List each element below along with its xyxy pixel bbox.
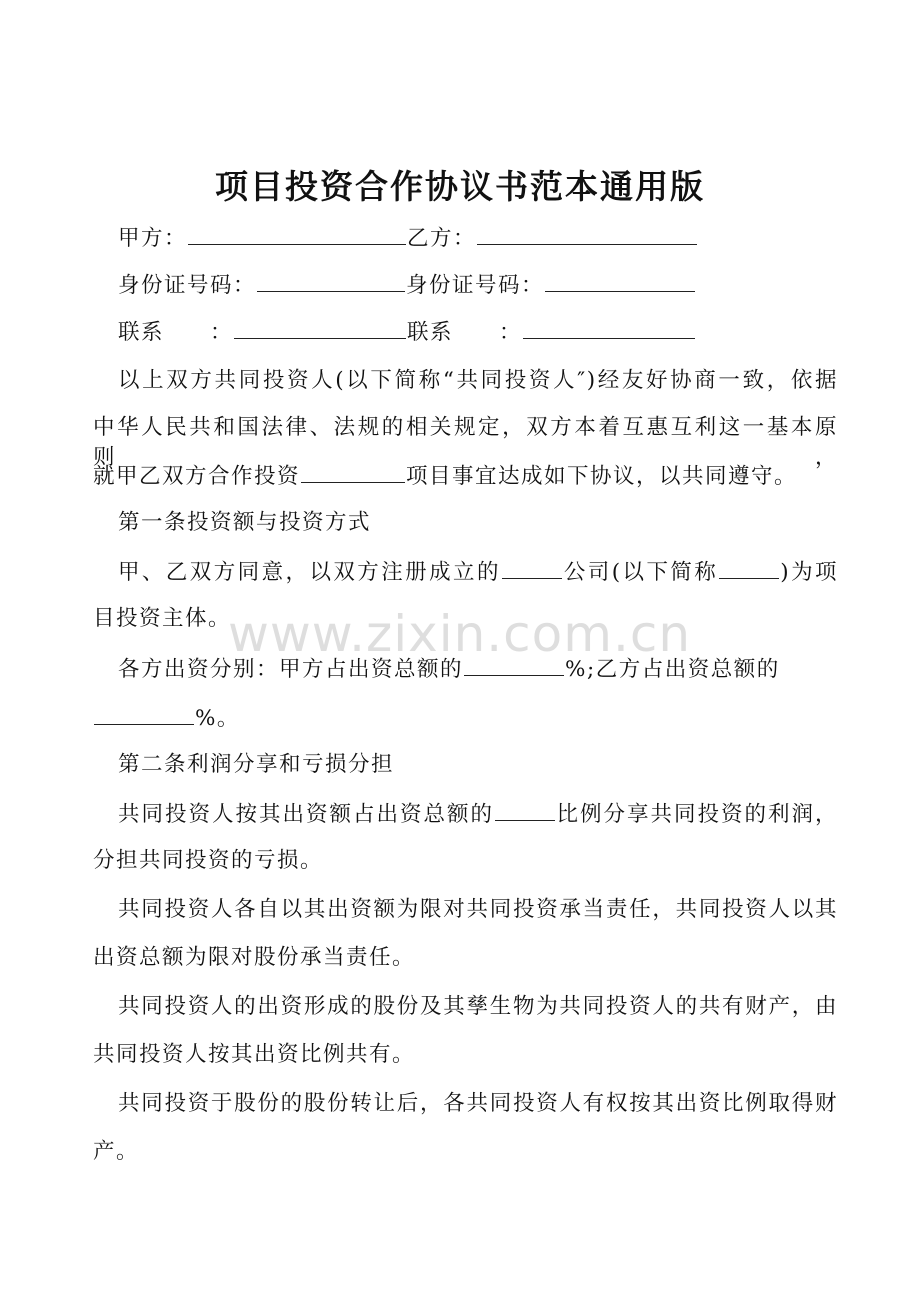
party-a-label: 甲方： (118, 226, 188, 251)
article-1-heading: 第一条投资额与投资方式 (118, 510, 372, 535)
article-1-p2-line-1 (118, 653, 863, 685)
article-2-heading: 第二条利润分享和亏损分担 (118, 752, 395, 777)
article-1-p2-start: 各方出资分别：甲方占出资总额的 (118, 657, 464, 682)
party-b-contact-label: 联系 ： (407, 320, 523, 345)
article-1-p1-mid: 公司(以下简称 (562, 560, 719, 585)
article-2-p3-line-2: 共同投资人按其出资比例共有。 (93, 1042, 416, 1067)
article-2-p4-line-2: 产。 (93, 1139, 140, 1164)
intro-line-3-start: 就甲乙双方合作投资 (93, 464, 301, 489)
party-a-blank (188, 222, 406, 245)
company-short-name-blank (719, 556, 779, 579)
intro-line-3 (93, 460, 838, 492)
party-a-id-blank (257, 269, 405, 292)
party-b-blank (477, 222, 697, 245)
party-b-share-blank (94, 702, 194, 725)
article-1-p2-line-2 (93, 702, 838, 734)
article-1-p1-end: )为项 (780, 560, 839, 585)
document-title: 项目投资合作协议书范本通用版 (215, 167, 705, 206)
party-b-contact-blank (523, 316, 695, 339)
id-numbers-row (118, 269, 863, 301)
article-2-p2-line-2: 出资总额为限对股份承当责任。 (93, 945, 416, 970)
article-2-p1-line-2: 分担共同投资的亏损。 (93, 848, 324, 873)
article-2-p2-line-1: 共同投资人各自以其出资额为限对共同投资承当责任，共同投资人以其 (118, 897, 838, 922)
party-a-share-blank (464, 653, 564, 676)
article-2-p1-line-1 (118, 798, 838, 830)
watermark-text: www.zixin.com.cn (228, 605, 692, 663)
article-2-p3-line-1: 共同投资人的出资形成的股份及其孳生物为共同投资人的共有财产，由 (118, 994, 838, 1019)
article-2-p1-end: 比例分享共同投资的利润， (555, 802, 838, 827)
intro-line-3-end: 项目事宜达成如下协议，以共同遵守。 (406, 464, 798, 489)
party-b-id-label: 身份证号码： (406, 273, 545, 298)
party-a-id-label: 身份证号码： (118, 273, 257, 298)
article-1-p1-line-2: 目投资主体。 (93, 606, 232, 631)
article-1-p2-end: %。 (195, 706, 240, 731)
party-b-label: 乙方： (407, 226, 477, 251)
party-b-id-blank (545, 269, 695, 292)
project-name-blank (301, 460, 405, 483)
company-name-blank (502, 556, 562, 579)
party-a-contact-blank (234, 316, 406, 339)
article-2-p1-start: 共同投资人按其出资额占出资总额的 (118, 802, 494, 827)
party-a-contact-label: 联系 ： (118, 320, 234, 345)
intro-line-2: 中华人民共和国法律、法规的相关规定，双方本着互惠互利这一基本原则， (93, 415, 838, 470)
party-names-row (118, 222, 863, 254)
article-2-p4-line-1: 共同投资于股份的股份转让后，各共同投资人有权按其出资比例取得财 (118, 1091, 838, 1116)
article-1-p1-start: 甲、乙双方同意，以双方注册成立的 (118, 560, 501, 585)
article-1-p1-line-1 (118, 556, 838, 588)
contact-row (118, 316, 863, 348)
article-1-p2-mid: %;乙方占出资总额的 (565, 657, 780, 682)
intro-line-1: 以上双方共同投资人(以下简称“共同投资人″)经友好协商一致，依据 (118, 368, 838, 393)
profit-ratio-blank (495, 798, 555, 821)
